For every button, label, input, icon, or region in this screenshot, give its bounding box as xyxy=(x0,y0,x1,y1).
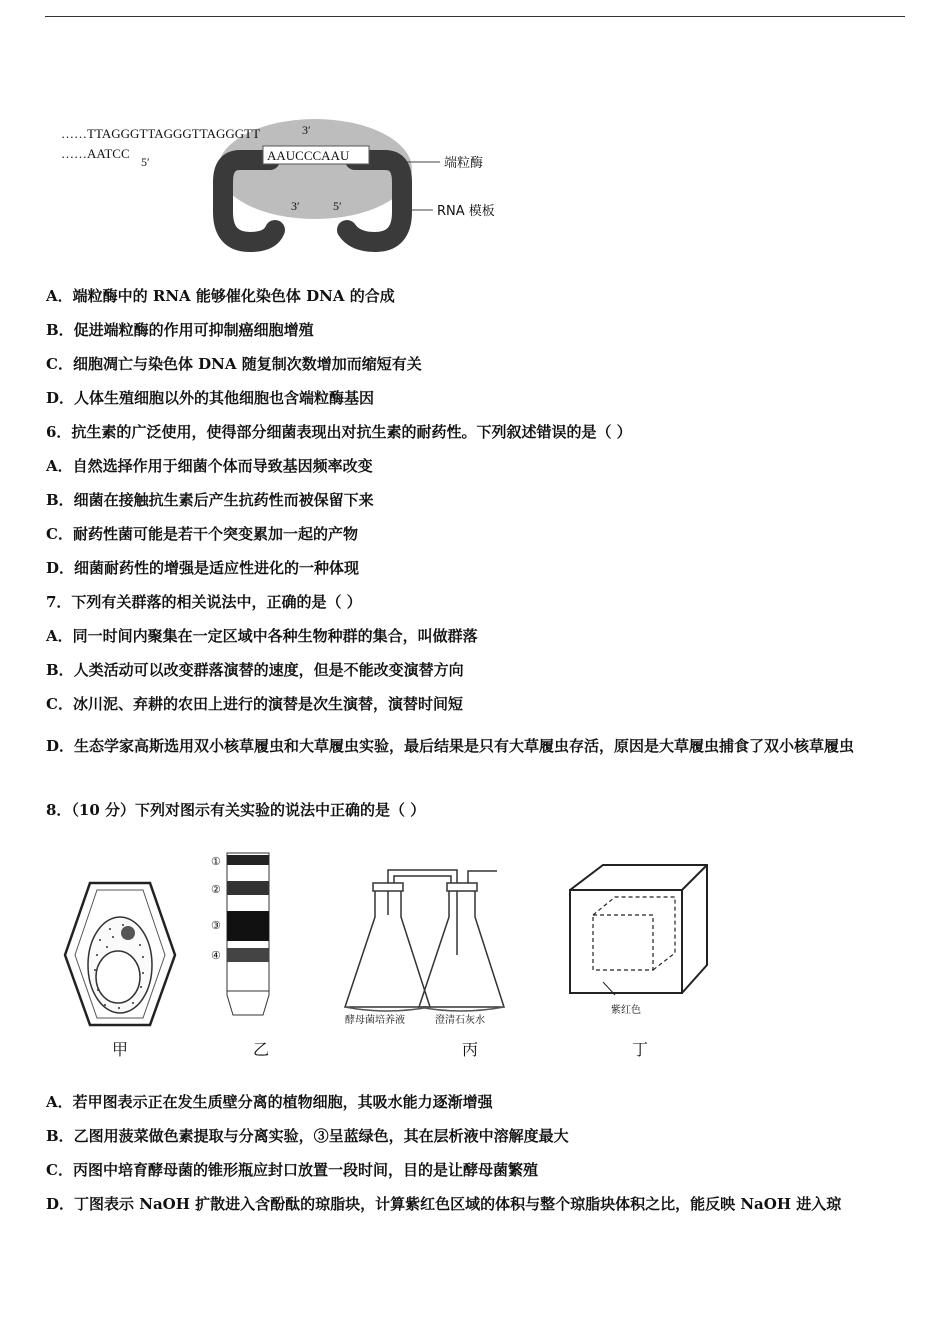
dna-top-strand: ……TTAGGGTTAGGGTTAGGGTT xyxy=(61,126,261,141)
agar-cube xyxy=(570,865,707,995)
chromatography-strip xyxy=(211,853,269,1015)
dna-bottom-end: 5′ xyxy=(141,155,150,169)
cube-label: 紫红色 xyxy=(611,1005,641,1016)
q8-option-c: C．丙图中培育酵母菌的锥形瓶应封口放置一段时间，目的是让酵母菌繁殖 xyxy=(46,1161,538,1179)
q5-option-c: C．细胞凋亡与染色体 DNA 随复制次数增加而缩短有关 xyxy=(46,355,422,373)
q7-option-b: B．人类活动可以改变群落演替的速度，但是不能改变演替方向 xyxy=(46,661,464,679)
q6-option-d: D．细菌耐药性的增强是适应性进化的一种体现 xyxy=(46,559,360,577)
inner-5prime: 5′ xyxy=(333,199,342,213)
telomerase-figure xyxy=(55,112,525,262)
q6-stem: 6．抗生素的广泛使用，使得部分细菌表现出对抗生素的耐药性。下列叙述错误的是（ ） xyxy=(46,423,632,441)
q8-option-b: B．乙图用菠菜做色素提取与分离实验，③呈蓝绿色，其在层析液中溶解度最大 xyxy=(46,1127,569,1145)
flask-right-label: 澄清石灰水 xyxy=(435,1015,485,1026)
panel-label-jia: 甲 xyxy=(112,1040,129,1059)
header-rule xyxy=(45,16,905,17)
q5-option-b: B．促进端粒酶的作用可抑制癌细胞增殖 xyxy=(46,321,314,339)
q5-option-d: D．人体生殖细胞以外的其他细胞也含端粒酶基因 xyxy=(46,389,375,407)
dna-top-end: 3′ xyxy=(302,123,311,137)
q7-option-c: C．冰川泥、弃耕的农田上进行的演替是次生演替，演替时间短 xyxy=(46,695,463,713)
dna-bottom-strand: ……AATCC xyxy=(61,146,130,161)
q8-option-a: A．若甲图表示正在发生质壁分离的植物细胞，其吸水能力逐渐增强 xyxy=(46,1093,493,1111)
flask-left-label: 酵母菌培养液 xyxy=(345,1015,405,1026)
enzyme-label: 端粒酶 xyxy=(444,156,484,171)
band-label-2: ② xyxy=(211,883,221,896)
q5-option-a: A．端粒酶中的 RNA 能够催化染色体 DNA 的合成 xyxy=(46,287,395,305)
q7-option-d: D．生态学家高斯选用双小核草履虫和大草履虫实验，最后结果是只有大草履虫存活，原因是大草履虫捕食了双小核草履虫 xyxy=(46,737,855,755)
q7-stem: 7．下列有关群落的相关说法中，正确的是（ ） xyxy=(46,593,362,611)
q7-option-a: A．同一时间内聚集在一定区域中各种生物种群的集合，叫做群落 xyxy=(46,627,478,645)
template-sequence: AAUCCCAAU xyxy=(267,148,350,163)
q6-option-b: B．细菌在接触抗生素后产生抗药性而被保留下来 xyxy=(46,491,374,509)
q8-stem: 8．（10 分）下列对图示有关实验的说法中正确的是（ ） xyxy=(46,801,426,819)
q6-option-c: C．耐药性菌可能是若干个突变累加一起的产物 xyxy=(46,525,358,543)
panel-label-bing: 丙 xyxy=(462,1040,479,1059)
experiment-figure xyxy=(55,845,735,1067)
plant-cell-diagram xyxy=(65,883,175,1025)
q6-option-a: A．自然选择作用于细菌个体而导致基因频率改变 xyxy=(46,457,373,475)
rna-label: RNA 模板 xyxy=(437,204,495,219)
inner-3prime: 3′ xyxy=(291,199,300,213)
q8-option-d: D．丁图表示 NaOH 扩散进入含酚酞的琼脂块，计算紫红色区域的体积与整个琼脂块体积之比，能反映 NaOH 进入琼 xyxy=(46,1195,842,1213)
band-label-1: ① xyxy=(211,855,221,868)
panel-label-yi: 乙 xyxy=(253,1040,270,1059)
panel-label-ding: 丁 xyxy=(632,1040,649,1059)
band-label-3: ③ xyxy=(211,919,221,932)
band-label-4: ④ xyxy=(211,949,221,962)
flask-apparatus xyxy=(345,870,504,1011)
